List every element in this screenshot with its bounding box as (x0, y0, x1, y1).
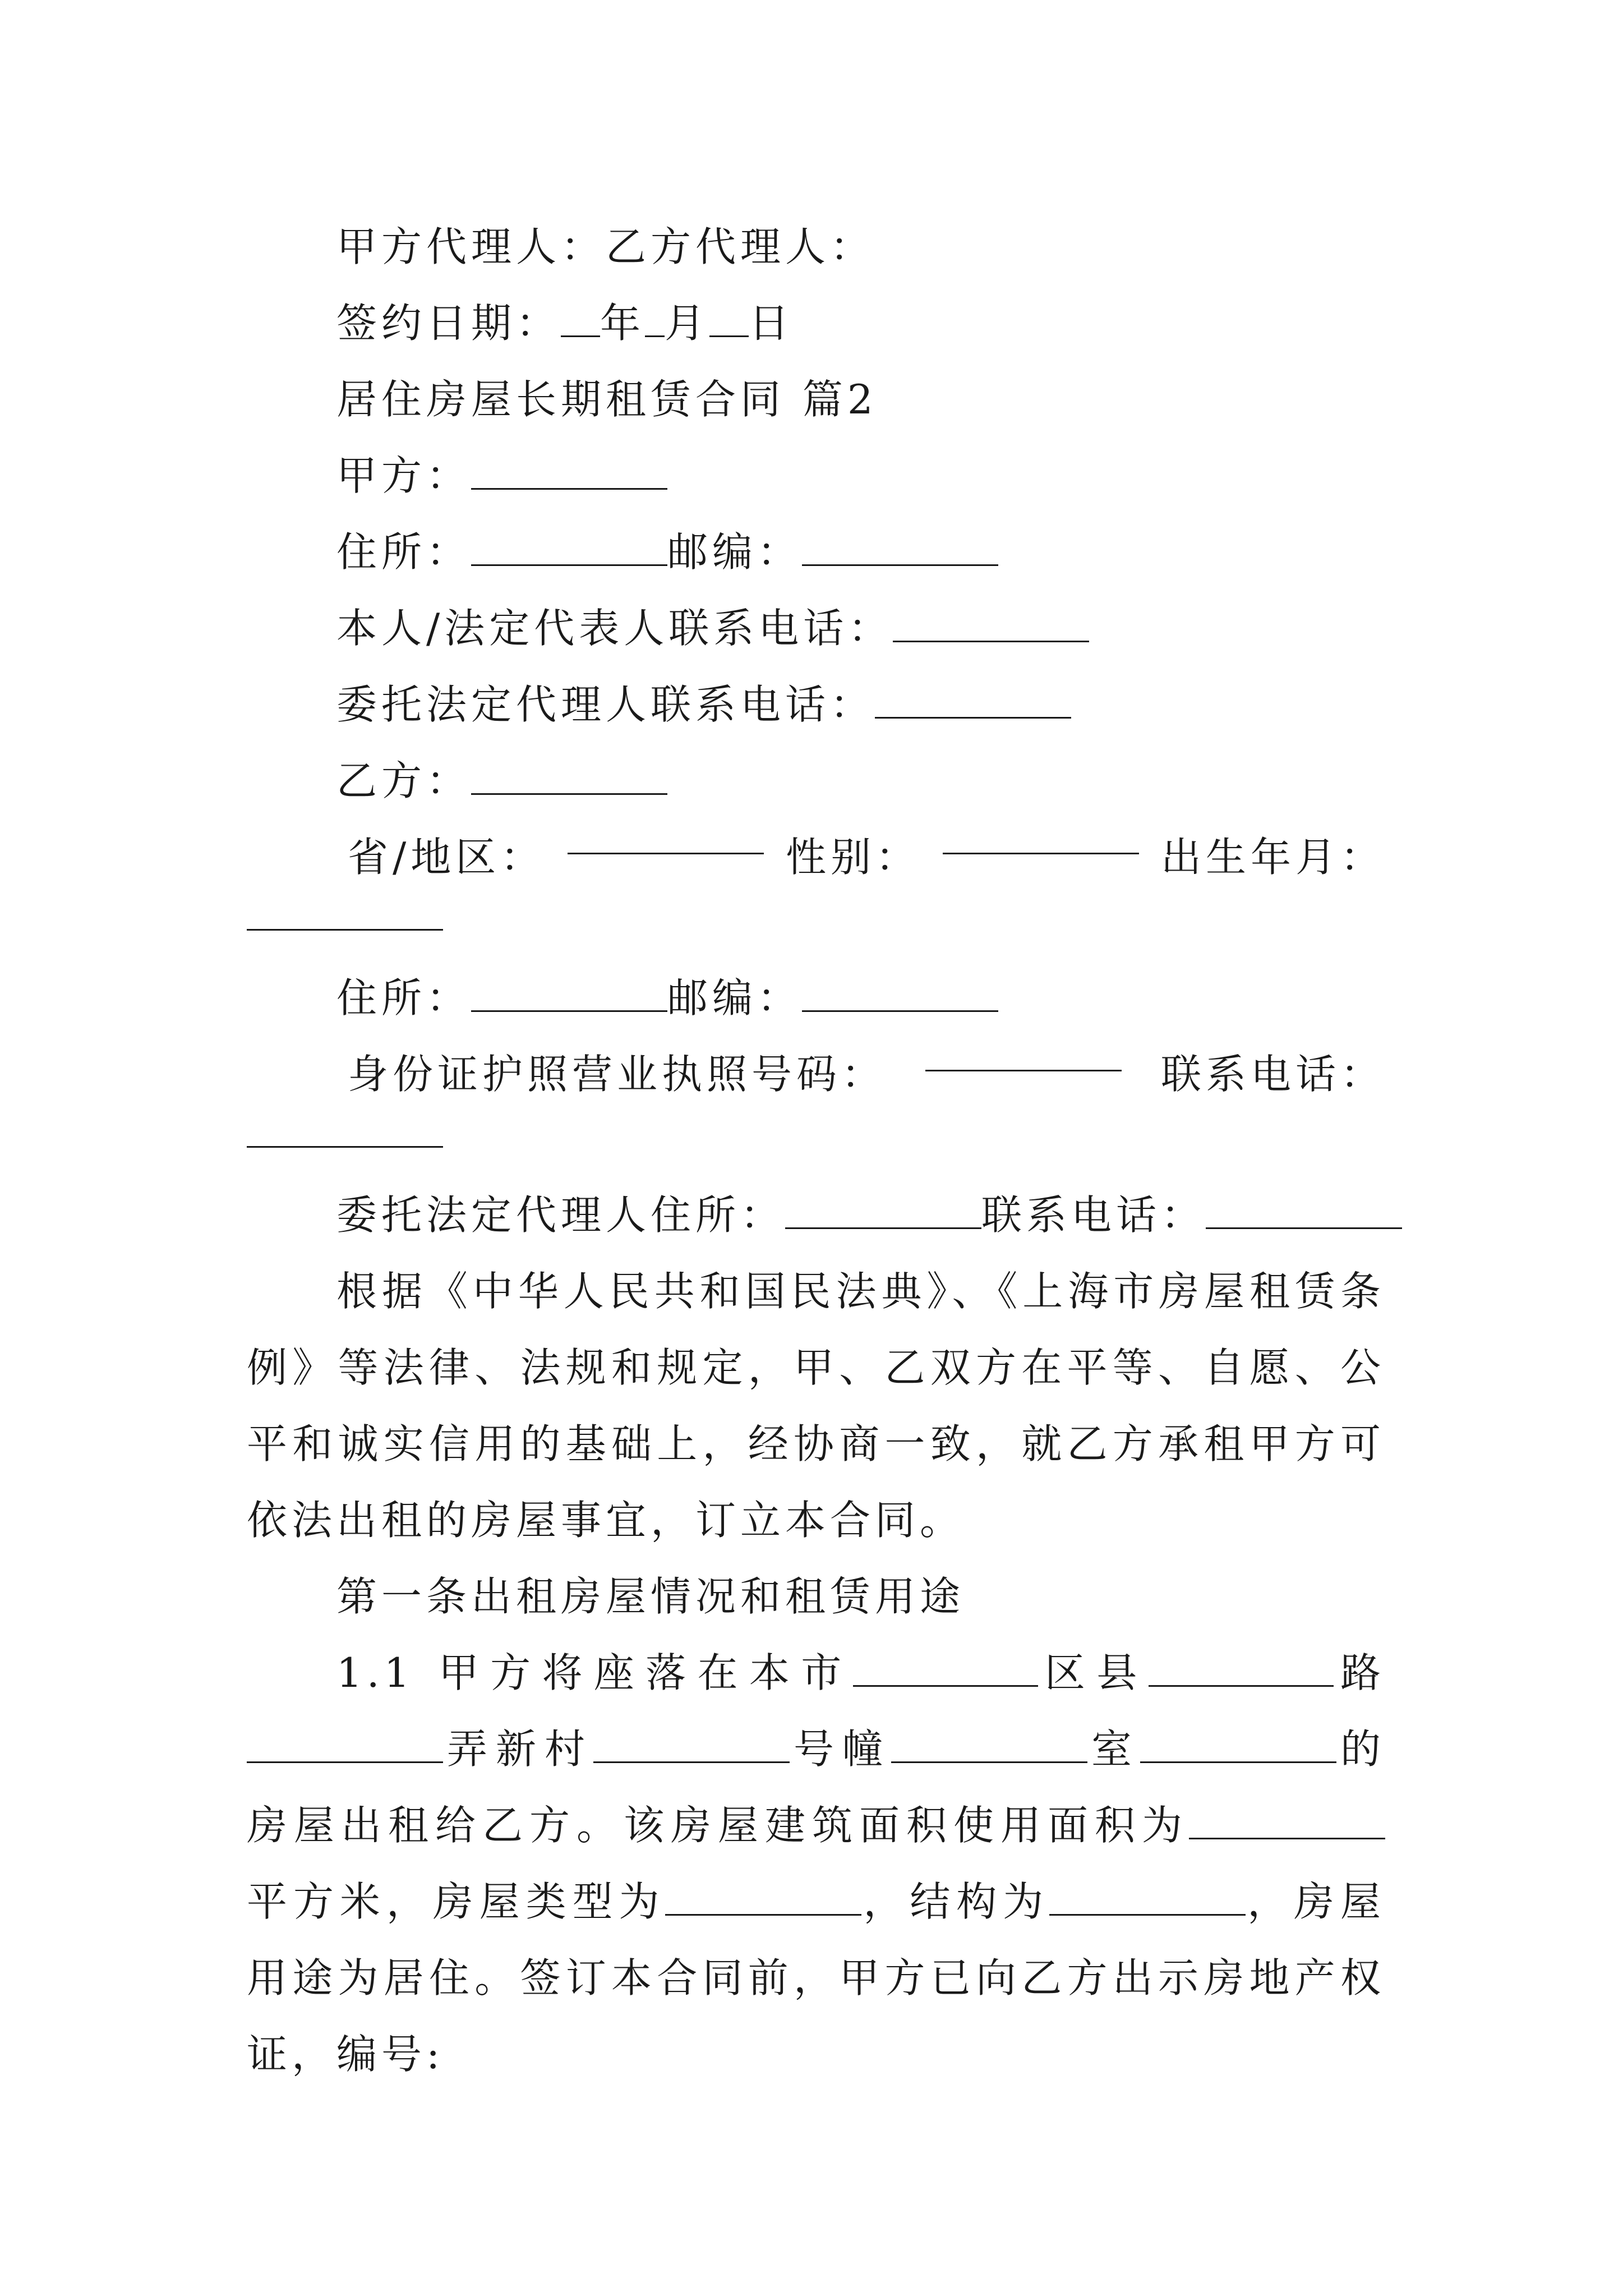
blank (802, 977, 998, 1012)
blank (1206, 1194, 1402, 1229)
sign-date-line: 签约日期： 年 月 日 (336, 300, 794, 347)
blank (247, 1728, 443, 1763)
id-line: 身份证护照营业执照号码： 联系电话： (247, 1036, 1385, 1112)
party-a-line: 甲方： (247, 438, 1385, 514)
blank (785, 1194, 981, 1229)
blank (645, 302, 665, 337)
blank (853, 1651, 1038, 1687)
blank (893, 607, 1089, 642)
blank (875, 683, 1071, 719)
blank (1149, 1651, 1334, 1687)
party-b-line: 乙方： (247, 743, 1385, 819)
blank (891, 1728, 1087, 1763)
contract-text (247, 209, 1385, 2092)
blank (471, 977, 667, 1012)
address-a-line: 住所： 邮编： (247, 514, 1385, 590)
blank (247, 1112, 443, 1148)
agent-b-line: 委托法定代理人住所： 联系电话： (247, 1177, 1385, 1253)
blank (471, 531, 667, 566)
phone-a-line: 本人/法定代表人联系电话： (247, 590, 1385, 666)
blank (247, 895, 443, 931)
blank (471, 454, 667, 490)
blank (709, 302, 749, 337)
article-1-heading: 第一条出租房屋情况和租赁用途 (336, 1573, 965, 1620)
basis-paragraph: 根据《中华人民共和国民法典》、《上海市房屋租赁条例》等法律、法规和规定，甲、乙双方在平等、自愿、公平和诚实信用的基础上，经协商一致，就乙方承租甲方可依法出租的房屋事宜，订立本合同。 (247, 1268, 1385, 1544)
address-b-line: 住所： 邮编： (247, 960, 1385, 1036)
blank (665, 1880, 861, 1916)
blank (471, 760, 667, 795)
contract-title: 居住房屋长期租赁合同 篇2 (336, 376, 878, 423)
blank (1189, 1804, 1385, 1839)
region-line: 省/地区： 性别： 出生年月： (247, 819, 1385, 895)
blank (593, 1728, 790, 1763)
blank (802, 531, 998, 566)
blank (925, 1036, 1122, 1071)
blank (943, 819, 1139, 854)
blank (1140, 1728, 1336, 1763)
agent-phone-a-line: 委托法定代理人联系电话： (247, 666, 1385, 743)
agents-line: 甲方代理人：乙方代理人： (336, 223, 875, 270)
clause-1-1: 1.1 甲方将座落在本市 区县 路弄新村 号幢 室 的房屋出租给乙方。该房屋建筑面积使用面积为平方米，房屋类型为 ，结构为 ，房屋用途为居住。签订本合同前，甲方已向乙方出示房地产权证，编号: (247, 1649, 1385, 2078)
blank (1049, 1880, 1246, 1916)
blank (561, 302, 600, 337)
blank (568, 819, 764, 854)
